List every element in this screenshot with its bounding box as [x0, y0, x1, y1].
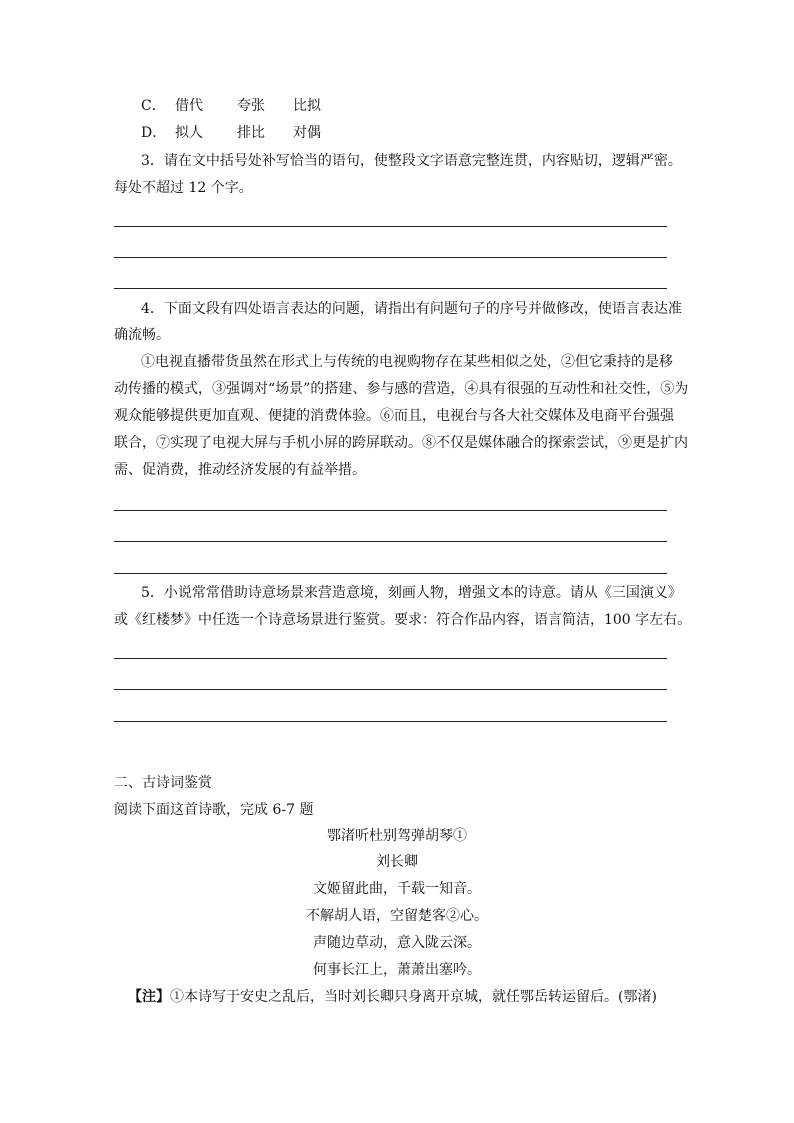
answer-line-q3-1[interactable]	[114, 226, 667, 227]
question-4-line-1: 4．下面文段有四处语言表达的问题，请指出有问题句子的序号并做修改，使语言表达准	[141, 301, 682, 317]
option-d-label: D．	[141, 125, 167, 141]
answer-line-q5-1[interactable]	[114, 658, 667, 659]
section-heading: 二、古诗词鉴赏	[114, 775, 212, 791]
passage-line-1: ①电视直播带货虽然在形式上与传统的电视购物存在某些相似之处，②但它秉持的是移	[141, 354, 673, 370]
option-c-a: 借代	[175, 98, 203, 114]
answer-line-q5-2[interactable]	[114, 689, 667, 690]
answer-line-q4-1[interactable]	[114, 510, 667, 511]
option-d	[141, 124, 321, 142]
answer-line-q5-3[interactable]	[114, 721, 667, 722]
note-label: 【注】	[128, 989, 170, 1005]
poem-line-2: 不解胡人语，空留楚客②心。	[306, 908, 488, 924]
option-d-a: 拟人	[175, 125, 203, 141]
poem-line-1: 文姬留此曲，千载一知音。	[313, 881, 481, 897]
passage-line-3: 观众能够提供更加直观、便捷的消费体验。⑥而且，电视台与各大社交媒体及电商平台强强	[114, 408, 674, 424]
question-3-line-1: 3．请在文中括号处补写恰当的语句，使整段文字语意完整连贯，内容贴切，逻辑严密。	[141, 153, 682, 169]
question-5-line-2: 或《红楼梦》中任选一个诗意场景进行鉴赏。要求：符合作品内容，语言简洁，100 字左右。	[114, 612, 692, 628]
passage-line-2: 动传播的模式，③强调对“场景”的搭建、参与感的营造，④具有很强的互动性和社交性，⑤为	[114, 381, 689, 397]
poem-title: 鄂渚听杜别驾弹胡琴①	[327, 828, 467, 844]
option-d-b: 排比	[237, 125, 265, 141]
option-c-label: C．	[141, 98, 166, 114]
answer-line-q4-2[interactable]	[114, 541, 667, 542]
passage-line-5: 需、促消费，推动经济发展的有益举措。	[114, 462, 366, 478]
question-4-line-2: 确流畅。	[114, 327, 170, 343]
poem-line-4: 何事长江上，萧萧出塞吟。	[313, 962, 481, 978]
option-d-c: 对偶	[293, 125, 321, 141]
answer-line-q3-2[interactable]	[114, 257, 667, 258]
passage-line-4: 联合，⑦实现了电视大屏与手机小屏的跨屏联动。⑧不仅是媒体融合的探索尝试，⑨更是扩内	[114, 435, 688, 451]
question-3-line-2: 每处不超过 12 个字。	[114, 180, 253, 196]
answer-line-q3-3[interactable]	[114, 288, 667, 289]
poem-author: 刘长卿	[376, 854, 418, 870]
poem-note	[128, 988, 657, 1006]
option-c	[141, 97, 321, 115]
section-instruction: 阅读下面这首诗歌，完成 6-7 题	[114, 802, 314, 818]
question-5-line-1: 5．小说常常借助诗意场景来营造意境，刻画人物，增强文本的诗意。请从《三国演义》	[141, 585, 682, 601]
note-text: ①本诗写于安史之乱后，当时刘长卿只身离开京城，就任鄂岳转运留后。(鄂渚)	[170, 989, 657, 1005]
option-c-c: 比拟	[293, 98, 321, 114]
answer-line-q4-3[interactable]	[114, 573, 667, 574]
option-c-b: 夸张	[237, 98, 265, 114]
poem-line-3: 声随边草动，意入陇云深。	[313, 935, 481, 951]
